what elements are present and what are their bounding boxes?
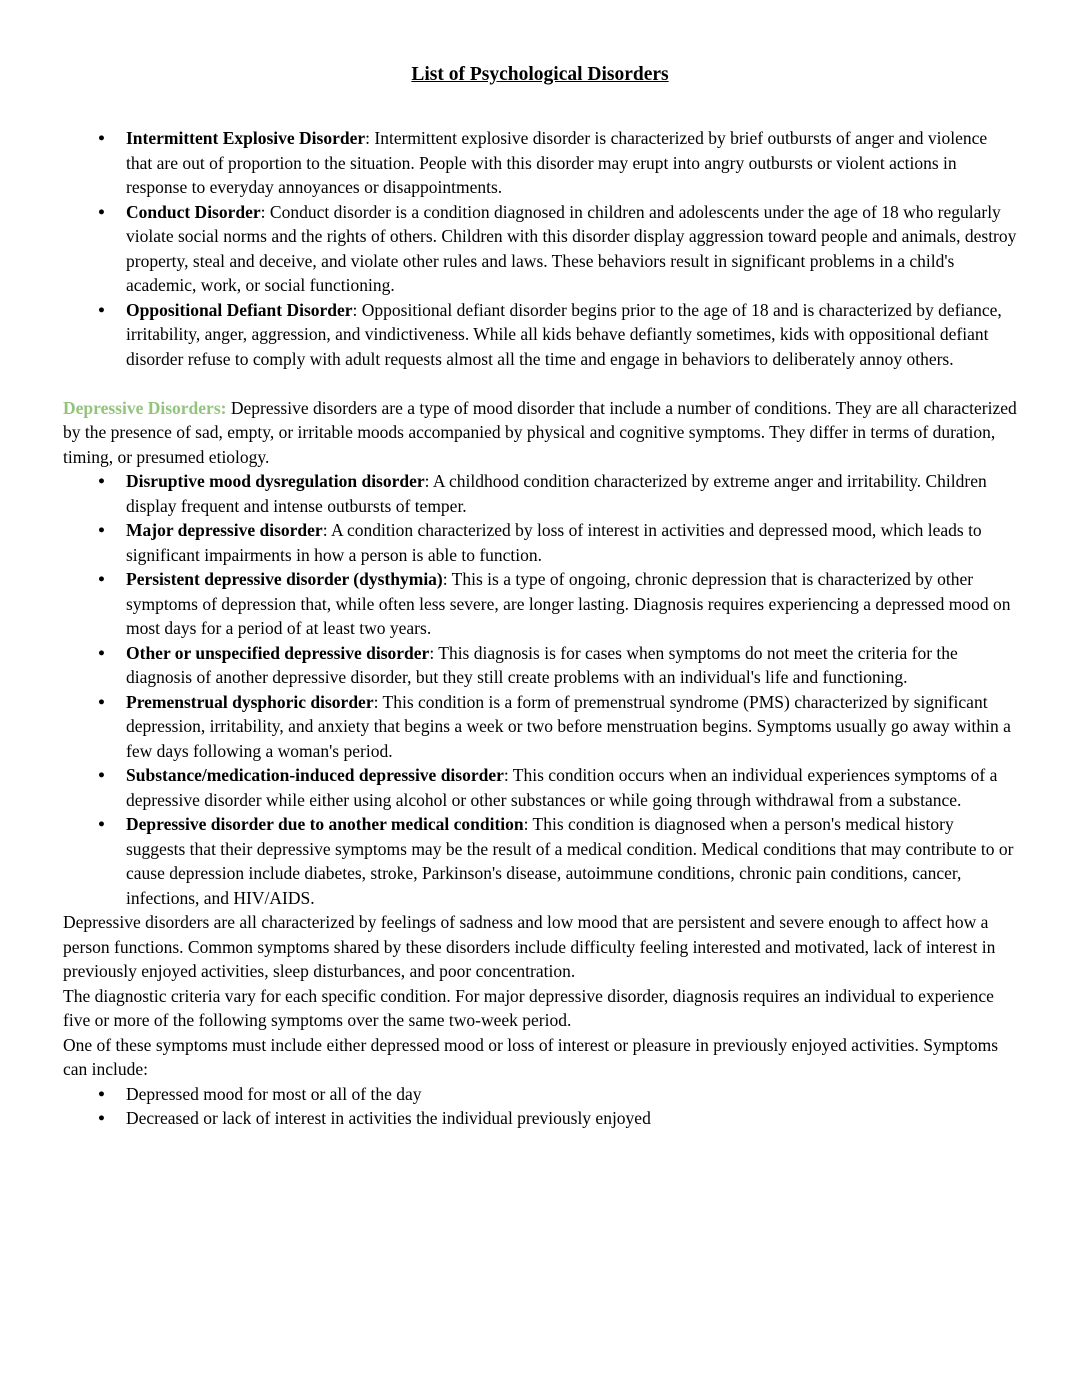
disorder-description: : This condition is diagnosed when a person's medical history suggests that their depressive symptoms may be the result of a medical condition. Medical conditions that may contribute to or cause depression include diabetes, stroke, Parkinson's disease, autoimmune conditions, chronic pain conditions, cancer, infections, and HIV/AIDS.	[126, 814, 1014, 908]
list-item-persistent-depressive-disorder	[63, 567, 1017, 641]
disorder-description: : Conduct disorder is a condition diagnosed in children and adolescents under the age of 18 who regularly violate social norms and the rights of others. Children with this disorder display aggression toward people and animals, destroy property, steal and deceive, and violate other rules and laws. These behaviors result in significant problems in a child's academic, work, or social functioning.	[126, 201, 1017, 295]
depressive-intro-paragraph	[63, 396, 1017, 470]
disorder-term: Depressive disorder due to another medical condition	[126, 814, 524, 834]
disorder-description: : This diagnosis is for cases when symptoms do not meet the criteria for the diagnosis of another depressive disorder, but they still create problems with an individual's life and functioning.	[126, 642, 958, 687]
list-item-substance-medication-induced	[63, 763, 1017, 812]
disorder-description: : A childhood condition characterized by extreme anger and irritability. Children display frequent and intense outbursts of temper.	[126, 471, 987, 516]
paragraph-shared-symptoms: Depressive disorders are all characterized by feelings of sadness and low mood that are persistent and severe enough to affect how a person functions. Common symptoms shared by these disorders include difficulty feeling interested and motivated, lack of interest in previously enjoyed activities, sleep disturbances, and poor concentration.	[63, 912, 996, 981]
disorder-description: : Intermittent explosive disorder is characterized by brief outbursts of anger and violence that are out of proportion to the situation. People with this disorder may erupt into angry outbursts or violent actions in response to everyday annoyances or disappointments.	[126, 128, 988, 197]
list-item-major-depressive-disorder	[63, 518, 1017, 567]
paragraph-diagnostic-criteria: The diagnostic criteria vary for each specific condition. For major depressive disorder, diagnosis requires an individual to experience five or more of the following symptoms over the same two-week period.	[63, 985, 994, 1030]
disorder-description: : This is a type of ongoing, chronic depression that is characterized by other symptoms of depression that, while often less severe, are longer lasting. Diagnosis requires experiencing a depressed mood on most days for a period of at least two years.	[126, 569, 1011, 638]
list-item-intermittent-explosive-disorder	[63, 126, 1017, 200]
list-item-decreased-interest: ● Decreased or lack of interest in activities the individual previously enjoyed	[63, 1106, 1017, 1131]
disorder-description: : A condition characterized by loss of interest in activities and depressed mood, which leads to significant impairments in how a person is able to function.	[126, 520, 982, 565]
disorder-term: Premenstrual dysphoric disorder	[126, 691, 374, 712]
list-item-other-unspecified-depressive-disorder	[63, 641, 1017, 690]
list-item-premenstrual-dysphoric-disorder	[63, 690, 1017, 764]
disorder-term: Oppositional Defiant Disorder	[126, 299, 353, 320]
disorder-term: Other or unspecified depressive disorder	[126, 642, 430, 663]
disorder-description: : Oppositional defiant disorder begins prior to the age of 18 and is characterized by defiance, irritability, anger, aggression, and vindictiveness. While all kids behave defiantly sometimes, kids with oppositional defiant disorder refuse to comply with adult requests almost all the time and engage in behaviors to deliberately annoy others.	[126, 299, 1002, 369]
list-item-depressed-mood: ● Depressed mood for most or all of the day	[63, 1082, 1017, 1107]
disorder-term: Substance/medication-induced depressive disorder	[126, 765, 504, 785]
disorder-term: Persistent depressive disorder (dysthymia)	[126, 569, 443, 589]
disorder-description: : This condition is a form of premenstrual syndrome (PMS) characterized by significant depression, irritability, and anxiety that begins a week or two before menstruation begins. Symptoms usually go away within a few days following a woman's period.	[126, 691, 1011, 761]
list-item-disruptive-mood-dysregulation	[63, 469, 1017, 518]
list-item-depressive-disorder-medical-condition	[63, 812, 1017, 910]
depressive-disorders-heading: Depressive Disorders:	[63, 397, 227, 418]
disorder-term: Intermittent Explosive Disorder	[126, 128, 366, 148]
document-title: List of Psychological Disorders	[411, 64, 669, 85]
paragraph-symptom-requirements: One of these symptoms must include either depressed mood or loss of interest or pleasure in previously enjoyed activities. Symptoms can include:	[63, 1034, 999, 1079]
disorder-term: Conduct Disorder	[126, 201, 261, 222]
list-item-oppositional-defiant-disorder	[63, 298, 1017, 372]
depressive-intro-text: Depressive disorders are a type of mood disorder that include a number of conditions. They are all characterized by the presence of sad, empty, or irritable moods accompanied by physical and cognitive symptoms. They differ in terms of duration, timing, or presumed etiology.	[63, 397, 1017, 467]
symptoms-list	[63, 1082, 1017, 1131]
disorders-list	[63, 126, 1017, 371]
disorder-term: Disruptive mood dysregulation disorder	[126, 471, 425, 491]
list-item-conduct-disorder	[63, 200, 1017, 298]
depressive-types-list	[63, 469, 1017, 910]
disorder-term: Major depressive disorder	[126, 520, 323, 540]
disorder-description: : This condition occurs when an individual experiences symptoms of a depressive disorder while either using alcohol or other substances or while going through withdrawal from a substance.	[126, 765, 998, 810]
